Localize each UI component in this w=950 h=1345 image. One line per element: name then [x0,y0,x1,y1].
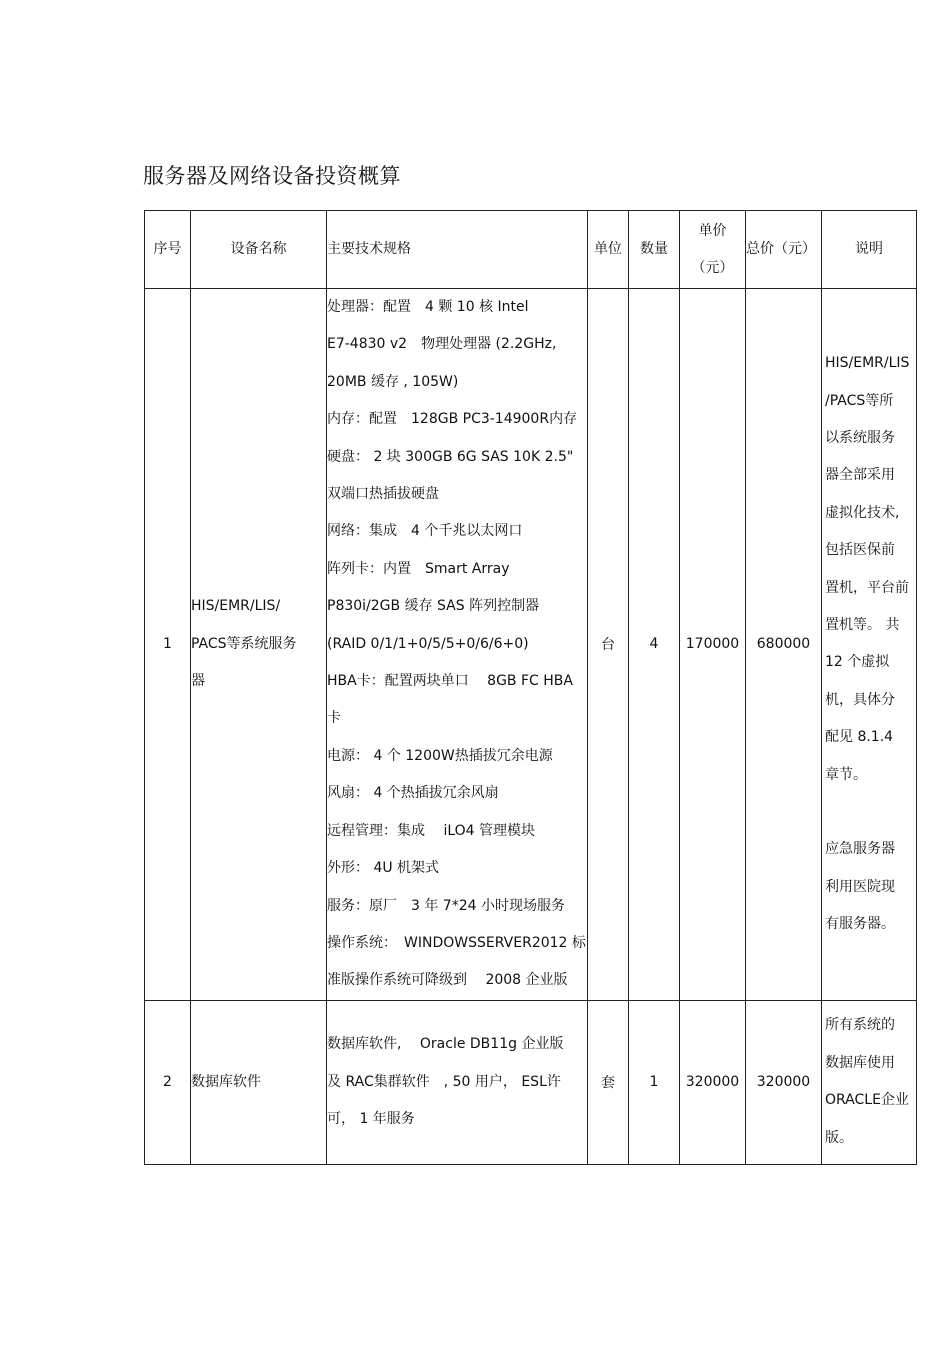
note-line: /PACS等所 [825,392,894,409]
note-line: 章节。 [825,766,867,783]
note-line: 包括医保前 [825,542,895,559]
spec-line: 服务：原厂 3 年 7*24 小时现场服务 [327,897,565,914]
cell-spec [327,289,588,1001]
cell-unit: 套 [588,1000,629,1164]
spec-line: 卡 [327,710,341,727]
note-line: 虚拟化技术, [825,504,900,521]
cell-unit: 台 [588,289,629,1001]
header-unit: 单位 [588,211,629,289]
note-line: 所有系统的 [825,1017,895,1034]
spec-line: 阵列卡：内置 Smart Array [327,560,510,577]
header-qty: 数量 [629,211,680,289]
note-line: 12 个虚拟 [825,654,890,671]
investment-table [144,210,917,1165]
note-line: 利用医院现 [825,878,895,895]
name-line: HIS/EMR/LIS/ [191,598,281,615]
spec-line: 电源： 4 个 1200W热插拔冗余电源 [327,747,553,764]
note-line: 置机，平台前 [825,579,909,596]
spec-line: 远程管理：集成 iLO4 管理模块 [327,822,536,839]
spec-line: HBA卡：配置两块单口 8GB FC HBA [327,673,573,690]
spec-line: 可， 1 年服务 [327,1110,415,1127]
spec-line: 准版操作系统可降级到 2008 企业版 [327,972,568,989]
cell-seq: 2 [145,1000,191,1164]
spec-line: 操作系统： WINDOWSSERVER2012 标 [327,934,586,951]
cell-qty: 4 [629,289,680,1001]
note-line: 版。 [825,1129,853,1146]
header-note: 说明 [822,211,917,289]
table-header-row [145,211,917,289]
spec-line: P830i/2GB 缓存 SAS 阵列控制器 [327,598,540,615]
spec-line: 双端口热插拔硬盘 [327,486,439,503]
name-line: 数据库软件 [191,1073,261,1090]
page-title: 服务器及网络设备投资概算 [143,164,401,189]
cell-note [822,1000,917,1164]
note-line: 配见 8.1.4 [825,729,894,746]
cell-qty: 1 [629,1000,680,1164]
spec-line: 风扇： 4 个热插拔冗余风扇 [327,785,499,802]
spec-line: E7-4830 v2 物理处理器 (2.2GHz, [327,336,557,353]
cell-name [191,289,327,1001]
spec-line: 硬盘： 2 块 300GB 6G SAS 10K 2.5" [327,448,574,465]
note-spacer [825,794,916,831]
cell-unit-price: 320000 [680,1000,746,1164]
name-line: 器 [191,673,205,690]
note-line: 应急服务器 [825,841,895,858]
cell-unit-price: 170000 [680,289,746,1001]
note-line: 以系统服务 [825,429,895,446]
note-line: 置机等。 共 [825,616,900,633]
spec-line: 外形： 4U 机架式 [327,860,440,877]
header-spec: 主要技术规格 [327,211,588,289]
header-unit-price [680,211,746,289]
cell-total: 680000 [746,289,822,1001]
spec-line: 数据库软件, Oracle DB11g 企业版 [327,1036,564,1053]
name-line: PACS等系统服务 [191,635,297,652]
header-name: 设备名称 [191,211,327,289]
note-line: ORACLE企业 [825,1092,909,1109]
table-row [145,289,917,1001]
cell-name [191,1000,327,1164]
note-line: 有服务器。 [825,916,895,933]
header-unit-price-line2: （元） [691,259,734,276]
cell-spec [327,1000,588,1164]
note-line: 器全部采用 [825,467,895,484]
header-unit-price-line1: 单价 [698,222,727,239]
note-line: 数据库使用 [825,1054,895,1071]
note-line: HIS/EMR/LIS [825,355,910,372]
spec-line: 内存：配置 128GB PC3-14900R内存 [327,411,578,428]
spec-line: 及 RAC集群软件 , 50 用户， ESL许 [327,1073,561,1090]
spec-line: 网络：集成 4 个千兆以太网口 [327,523,523,540]
spec-line: 处理器：配置 4 颗 10 核 Intel [327,299,529,315]
cell-note [822,289,917,1001]
header-seq: 序号 [145,211,191,289]
spec-line: (RAID 0/1/1+0/5/5+0/6/6+0) [327,635,529,652]
header-total: 总价（元） [746,211,822,289]
cell-total: 320000 [746,1000,822,1164]
table-row [145,1000,917,1164]
cell-seq: 1 [145,289,191,1001]
note-line: 机，具体分 [825,691,895,708]
spec-line: 20MB 缓存 , 105W) [327,373,459,390]
